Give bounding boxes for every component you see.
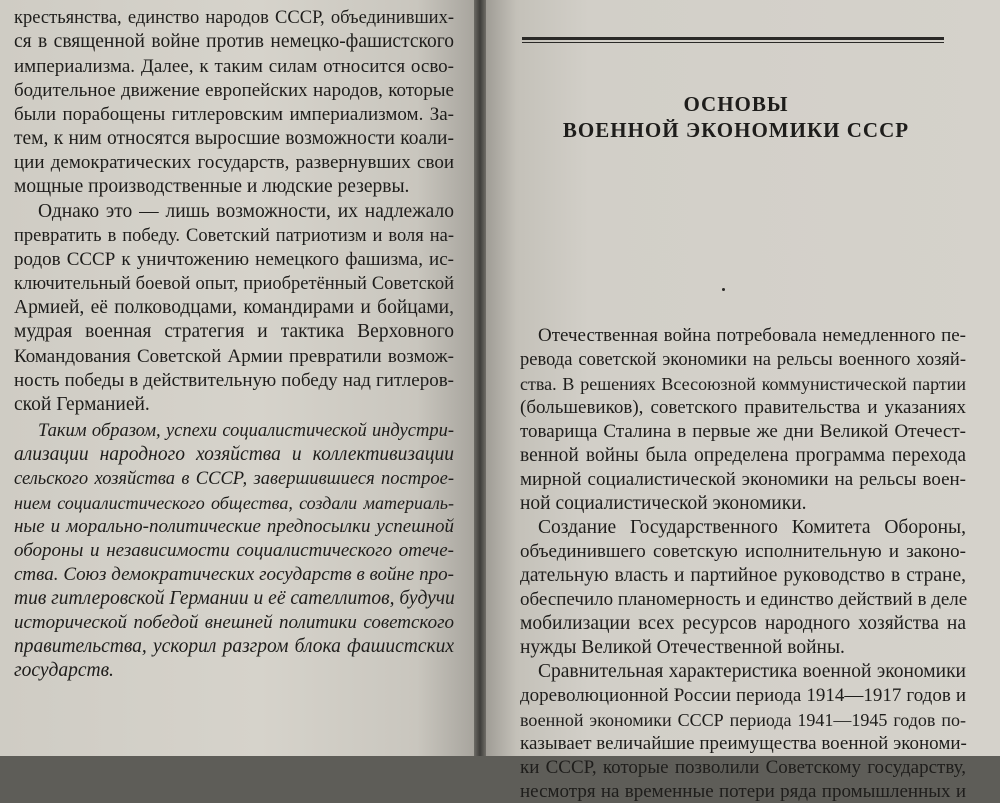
text-line: превратить в победу. Советский патриотизм и воля на- — [14, 226, 454, 246]
text-line: империализма. Далее, к таким силам относится осво- — [14, 56, 454, 77]
italic-text-line: сельского хозяйства в СССР, завершившиеся построе- — [14, 469, 454, 489]
text-line: несмотря на временные потери ряда промышленных и — [520, 781, 966, 802]
text-line: (большевиков), советского правительства и указаниях — [520, 397, 966, 418]
text-line: ской Германией. — [14, 394, 150, 415]
text-line: ся в священной войне против немецко-фашистского — [14, 31, 454, 52]
text-line: Сравнительная характеристика военной экономики — [538, 661, 966, 682]
header-rule-thin — [522, 42, 944, 43]
text-line: ной социалистической экономики. — [520, 493, 807, 514]
text-line: казывает величайшие преимущества военной экономи- — [520, 733, 967, 754]
italic-text-line: тив гитлеровской Германии и её сателлитов, будучи — [14, 588, 455, 609]
print-speck — [722, 288, 725, 291]
text-line: ства. В решениях Всесоюзной коммунистической партии — [520, 374, 966, 394]
text-line: крестьянства, единство народов СССР, объединивших- — [14, 8, 454, 28]
text-line: Создание Государственного Комитета Обороны, — [538, 517, 966, 538]
text-line: нужды Великой Отечественной войны. — [520, 637, 845, 658]
text-line: товарища Сталина в первые же дни Великой Отечест- — [520, 421, 966, 442]
text-line: Командования Советской Армии превратили возмож- — [14, 346, 454, 367]
italic-text-line: ства. Союз демократических государств в войне про- — [14, 564, 454, 585]
text-line: мощные производственные и людские резервы. — [14, 176, 410, 197]
text-line: Отечественная война потребовала немедленного пе- — [538, 325, 966, 346]
text-line: военной экономики СССР периода 1941—1945 годов по- — [520, 710, 966, 730]
italic-text-line: государств. — [14, 660, 114, 681]
text-line: обеспечило планомерность и единство действий в деле — [520, 589, 968, 610]
italic-text-line: Таким образом, успехи социалистической индустри- — [38, 421, 454, 441]
right-page — [486, 0, 1000, 802]
book-gutter — [474, 0, 486, 756]
text-line: мудрая военная стратегия и тактика Верховного — [14, 321, 454, 342]
text-line: Армией, её полководцами, командирами и бойцами, — [14, 297, 454, 318]
chapter-title-line-2: ВОЕННОЙ ЭКОНОМИКИ СССР — [562, 118, 910, 142]
text-line: ции демократических государств, развернувших свои — [14, 152, 454, 173]
chapter-title-line-1: ОСНОВЫ — [683, 92, 789, 116]
italic-text-line: обороны и независимости социалистического отече- — [14, 540, 454, 561]
text-line: ревода советской экономики на рельсы военного хозяй- — [520, 350, 966, 370]
text-line: Однако это — лишь возможности, их надлежало — [38, 201, 454, 222]
italic-text-line: исторической победой внешней политики советского — [14, 612, 454, 633]
text-line: объединившего советскую исполнительную и законо- — [520, 541, 966, 562]
text-line: бодительное движение европейских народов, которые — [14, 80, 454, 101]
text-line: ключительный боевой опыт, приобретённый Советской — [14, 274, 454, 294]
text-line: мирной социалистической экономики на рельсы воен- — [520, 469, 966, 490]
text-line: дательную власть и партийное руководство в стране, — [520, 565, 966, 586]
text-line: ки СССР, которые позволили Советскому государству, — [520, 757, 966, 778]
text-line: дореволюционной России периода 1914—1917 годов и — [520, 685, 966, 706]
italic-text-line: правительства, ускорил разгром блока фашистских — [14, 636, 454, 657]
text-line: были порабощены гитлеровским империализмом. За- — [14, 104, 454, 125]
italic-text-line: ализации народного хозяйства и коллективизации — [14, 444, 454, 465]
italic-text-line: ные и морально-политические предпосылки успешной — [14, 516, 454, 537]
italic-text-line: нием социалистического общества, создали материаль- — [14, 493, 454, 513]
text-line: ность победы в действительную победу над гитлеров- — [14, 370, 454, 391]
text-line: родов СССР к уничтожению немецкого фашизма, ис- — [14, 249, 454, 270]
text-line: венной войны была определена программа перехода — [520, 445, 966, 466]
text-line: мобилизации всех ресурсов народного хозяйства на — [520, 613, 966, 634]
left-page — [0, 0, 474, 756]
header-rule — [522, 37, 944, 40]
text-line: тем, к ним относятся выросшие возможности коали- — [14, 128, 454, 149]
